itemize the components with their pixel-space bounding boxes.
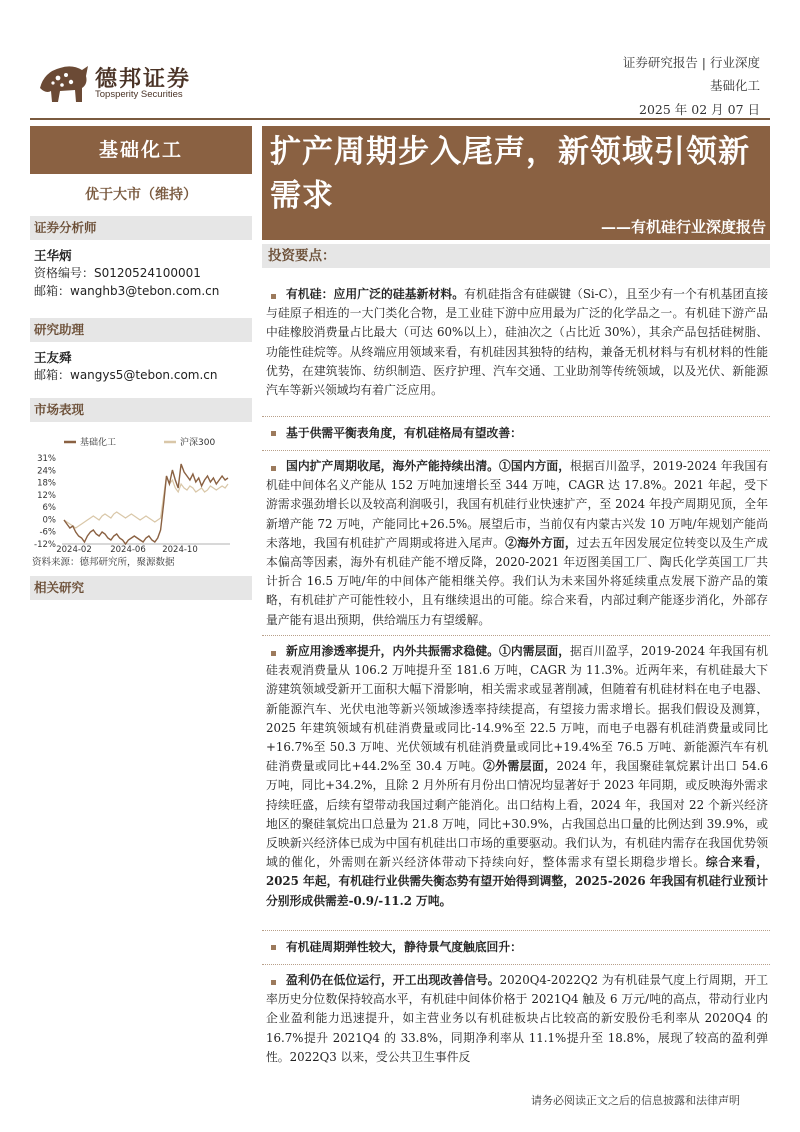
brand-name-en: Topsperity Securities [95,89,183,100]
y-tick-label: 24% [37,466,56,477]
para-supply-text-1: 根据百川盈孚，2019-2024 年我国有机硅中间体名义产能从 152 万吨加速增长至 344 万吨，CAGR 达 17.8%。2021 年起，受下游需求强劲增长以及较高利润吸引，我国有机硅行业快速扩产，至 2024 年投产周期见顶，全年新增产能 72 万吨，产能同比+26.5%。展望后市，当前仅有内蒙古兴发 10 万吨/年规划产能尚未落地，我国有机硅扩产周期或将进入尾声。 [266,459,768,550]
para-supply-lead: 国内扩产周期收尾，海外产能持续出清。①国内方面， [286,459,571,473]
brand-logo-icon [38,58,90,104]
y-tick-label: -6% [39,527,56,538]
divider [262,416,770,417]
title-box [262,126,770,240]
header-divider [30,118,770,120]
analyst-name: 王华炳 [34,248,72,263]
para-overview-lead: 有机硅：应用广泛的硅基新材料。 [286,287,465,301]
y-tick-label: 31% [37,454,56,464]
footer-disclaimer: 请务必阅读正文之后的信息披露和法律声明 [531,1094,740,1107]
sidebar [30,126,252,600]
report-type: 证券研究报告 | 行业深度 [622,55,760,70]
y-tick-label: 0% [42,515,56,526]
para-profit [266,971,768,1067]
para-supply-lead-2: ②海外方面， [505,535,577,550]
para-demand [266,642,768,911]
x-tick-label: 2024-06 [110,545,146,552]
assistant-email[interactable]: 邮箱：wangys5@tebon.com.cn [34,368,218,382]
analyst-email[interactable]: 邮箱：wanghb3@tebon.com.cn [34,284,220,298]
bullet-marker [271,431,276,436]
bullet-marker [271,945,276,950]
report-sector: 基础化工 [709,78,760,93]
para-profit-text: 2020Q4-2022Q2 为有机硅景气度上行周期，开工率历史分位数保持较高水平，有机硅中间体价格于 2021Q4 触及 6 万元/吨的高点，带动行业内企业盈利能力迅速提升，如主营业务以有机硅板块占比较高的新安股份毛利率从 2020Q4 的 16.7%提升 2021Q4 的 33.8%，同期净利率从 11.1%提升至 18.8%，展现了较高的盈利弹性。2022Q3 以来，受公共卫生事件反 [266,973,768,1064]
analyst-heading: 证券分析师 [30,216,252,240]
para-profit-lead: 盈利仍在低位运行，开工出现改善信号。 [286,973,500,987]
para-demand-conclusion: 综合来看，2025 年起，有机硅行业供需失衡态势有望开始得到调整，2025-2026 年我国有机硅行业预计分别形成供需差-0.9/-11.2 万吨。 [266,855,768,908]
x-tick-label: 2024-02 [56,545,92,552]
legend-label-hs300: 沪深300 [180,438,216,448]
divider [262,635,770,636]
y-tick-label: 18% [37,478,56,489]
section-heading-cycle: 有机硅周期弹性较大，静待景气度触底回升： [286,940,522,954]
report-title: 扩产周期步入尾声，新领域引领新需求 [270,134,750,214]
para-overview [266,285,768,400]
assistant-heading: 研究助理 [30,318,252,342]
report-subtitle: ——有机硅行业深度报告 [600,218,766,236]
rating: 优于大市（维持） [85,187,197,203]
assistant-name: 王友舜 [34,350,72,365]
y-tick-label: -12% [34,540,56,550]
y-tick-label: 12% [37,490,56,501]
sector-box: 基础化工 [30,126,252,174]
key-points-heading: 投资要点： [262,244,770,268]
para-demand-text-2: 2024 年，我国聚硅氧烷累计出口 54.6 万吨，同比+34.2%，且除 2 月外所有月份出口情况均显著好于 2023 年同期，或反映海外需求持续旺盛，后续有望带动我国过剩产能消化。出口结构上看，2024 年，我国对 22 个新兴经济地区的聚硅氧烷出口总量为 21.8 万吨，同比+30.9%，占我国总出口量的比例达到 39.9%，或反映新兴经济体已成为中国有机硅出口市场的重要驱动。我们认为，有机硅内需存在我国优势领域的催化，外需则在新兴经济体带动下持续向好，整体需求有望长期稳步增长。 [266,759,768,870]
market-chart [30,428,252,552]
market-heading: 市场表现 [30,398,252,422]
para-overview-text: 有机硅指含有硅碳键（Si-C），且至少有一个有机基团直接与硅原子相连的一大门类化合物，是工业硅下游中应用最为广泛的化学品之一。有机硅下游产品中硅橡胶消费量占比最大（可达 60%以上），硅油次之（占比近 30%），其余产品包括硅树脂、功能性硅烷等。从终端应用领域来看，有机硅因其独特的结构，兼备无机材料与有机材料的性能优势，在建筑装饰、纺织制造、医疗护理、汽车交通、工业助剂等传统领域，以及光伏、新能源汽车等新兴领域均有着广泛应用。 [266,287,768,398]
legend-label-chem: 基础化工 [80,438,117,448]
analyst-cert: 资格编号：S0120524100001 [34,266,201,280]
series-line-chem [64,464,228,544]
para-supply-text-2: 过去五年因发展定位转变以及生产成本偏高等因素，海外有机硅产能不增反降，2020-2021 年迈图美国工厂、陶氏化学英国工厂共计折合 16.5 万吨/年的中间体产能相继关停。我们认为未来国外将延续重点发展下游产品的策略，有机硅扩产可能性较小，且有继续退出的可能。综合来看，内部过剩产能逐步消化，外部存量产能有退出预期，供给端压力有望缓解。 [266,535,768,627]
para-demand-text-1: 据百川盈孚，2019-2024 年我国有机硅表观消费量从 106.2 万吨提升至 181.6 万吨，CAGR 为 11.3%。近两年来，有机硅最大下游建筑领域受新开工面积大幅下滑影响，相关需求或显著削减，但随着有机硅材料在电子电器、新能源汽车、光伏电池等新兴领域渗透率持续提高，有望接力需求增长。据我们假设及测算，2025 年建筑领域有机硅消费量或同比-14.9%至 22.5 万吨，而电子电器有机硅消费量或同比+16.7%至 50.3 万吨、光伏领域有机硅消费量或同比+19.4%至 76.5 万吨、新能源汽车有机硅消费量或同比+44.2%至 30.4 万吨。 [266,644,768,774]
related-heading: 相关研究 [30,576,252,600]
y-tick-label: 6% [42,503,56,514]
section-heading-supply-demand: 基于供需平衡表角度，有机硅格局有望改善： [286,426,522,440]
report-date: 2025 年 02 月 07 日 [639,102,760,117]
para-demand-lead: 新应用渗透率提升，内外共振需求稳健。①内需层面， [286,644,571,658]
divider [262,964,770,965]
market-chart-svg [30,428,252,552]
divider [262,930,770,931]
divider [262,450,770,451]
chart-source: 资料来源：德邦研究所，聚源数据 [32,557,175,568]
para-demand-lead-2: ②外需层面， [483,759,557,774]
para-supply [266,457,768,630]
brand-name-cn: 德邦证券 [95,66,192,92]
x-tick-label: 2024-10 [162,545,198,552]
